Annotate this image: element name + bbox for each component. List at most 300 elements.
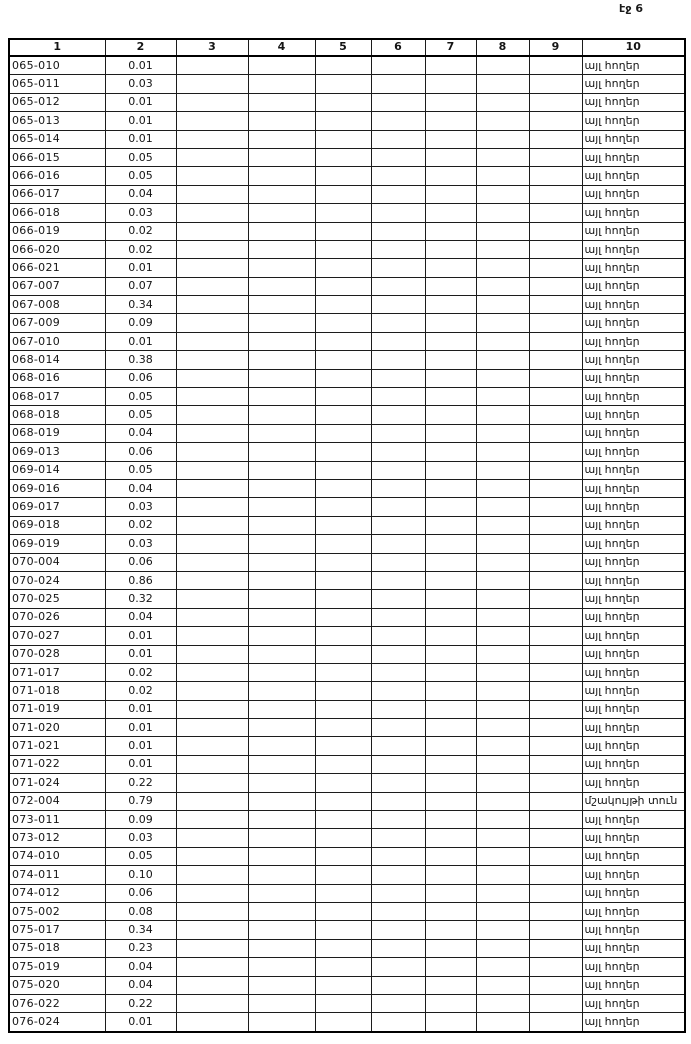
page-number-label: էջ 6	[619, 2, 643, 15]
empty-cell	[371, 93, 425, 111]
empty-cell	[315, 755, 371, 773]
empty-cell	[425, 535, 476, 553]
empty-cell	[371, 406, 425, 424]
table-row	[9, 866, 685, 884]
empty-cell	[315, 571, 371, 589]
parcel-code-cell: 065-010	[9, 56, 105, 75]
empty-cell	[315, 93, 371, 111]
empty-cell	[476, 479, 529, 497]
table-row	[9, 884, 685, 902]
empty-cell	[425, 498, 476, 516]
area-value-cell: 0.38	[105, 351, 176, 369]
empty-cell	[176, 737, 248, 755]
empty-cell	[248, 56, 315, 75]
land-type-cell: այլ հողեր	[582, 93, 685, 111]
parcel-code-cell: 068-014	[9, 351, 105, 369]
empty-cell	[176, 608, 248, 626]
empty-cell	[315, 645, 371, 663]
empty-cell	[476, 571, 529, 589]
parcel-code-cell: 065-013	[9, 112, 105, 130]
empty-cell	[371, 627, 425, 645]
table-row	[9, 259, 685, 277]
empty-cell	[315, 443, 371, 461]
empty-cell	[315, 535, 371, 553]
empty-cell	[476, 112, 529, 130]
empty-cell	[476, 590, 529, 608]
empty-cell	[425, 958, 476, 976]
land-type-cell: այլ հողեր	[582, 866, 685, 884]
area-value-cell: 0.08	[105, 902, 176, 920]
table-row	[9, 958, 685, 976]
empty-cell	[176, 700, 248, 718]
parcel-code-cell: 075-018	[9, 939, 105, 957]
empty-cell	[176, 388, 248, 406]
land-type-cell: այլ հողեր	[582, 204, 685, 222]
empty-cell	[425, 424, 476, 442]
empty-cell	[315, 498, 371, 516]
empty-cell	[248, 185, 315, 203]
empty-cell	[248, 645, 315, 663]
empty-cell	[371, 498, 425, 516]
parcel-code-cell: 069-013	[9, 443, 105, 461]
empty-cell	[176, 148, 248, 166]
empty-cell	[315, 1013, 371, 1032]
column-header-1: 1	[9, 39, 105, 56]
table-row	[9, 167, 685, 185]
empty-cell	[425, 645, 476, 663]
area-value-cell: 0.06	[105, 443, 176, 461]
area-value-cell: 0.05	[105, 148, 176, 166]
land-type-cell: այլ հողեր	[582, 222, 685, 240]
empty-cell	[371, 608, 425, 626]
empty-cell	[476, 792, 529, 810]
empty-cell	[476, 994, 529, 1012]
empty-cell	[371, 516, 425, 534]
empty-cell	[529, 590, 582, 608]
empty-cell	[371, 56, 425, 75]
parcel-code-cell: 066-018	[9, 204, 105, 222]
empty-cell	[476, 498, 529, 516]
area-value-cell: 0.03	[105, 204, 176, 222]
area-value-cell: 0.22	[105, 994, 176, 1012]
empty-cell	[371, 148, 425, 166]
empty-cell	[248, 608, 315, 626]
empty-cell	[529, 719, 582, 737]
empty-cell	[529, 148, 582, 166]
empty-cell	[529, 277, 582, 295]
empty-cell	[476, 663, 529, 681]
parcel-code-cell: 072-004	[9, 792, 105, 810]
empty-cell	[315, 479, 371, 497]
empty-cell	[315, 130, 371, 148]
table-row	[9, 296, 685, 314]
empty-cell	[425, 774, 476, 792]
parcel-code-cell: 066-017	[9, 185, 105, 203]
empty-cell	[176, 406, 248, 424]
empty-cell	[248, 902, 315, 920]
column-header-2: 2	[105, 39, 176, 56]
column-header-5: 5	[315, 39, 371, 56]
empty-cell	[476, 866, 529, 884]
empty-cell	[315, 866, 371, 884]
empty-cell	[425, 185, 476, 203]
parcel-code-cell: 065-014	[9, 130, 105, 148]
empty-cell	[529, 939, 582, 957]
empty-cell	[248, 847, 315, 865]
empty-cell	[371, 682, 425, 700]
parcel-code-cell: 071-021	[9, 737, 105, 755]
empty-cell	[315, 811, 371, 829]
empty-cell	[529, 369, 582, 387]
parcel-code-cell: 070-026	[9, 608, 105, 626]
table-row	[9, 645, 685, 663]
empty-cell	[176, 75, 248, 93]
empty-cell	[315, 314, 371, 332]
empty-cell	[371, 332, 425, 350]
empty-cell	[425, 112, 476, 130]
column-header-10: 10	[582, 39, 685, 56]
empty-cell	[248, 112, 315, 130]
area-value-cell: 0.03	[105, 535, 176, 553]
empty-cell	[371, 461, 425, 479]
empty-cell	[425, 921, 476, 939]
table-row	[9, 148, 685, 166]
empty-cell	[476, 682, 529, 700]
parcel-code-cell: 069-018	[9, 516, 105, 534]
empty-cell	[371, 755, 425, 773]
empty-cell	[176, 829, 248, 847]
area-value-cell: 0.32	[105, 590, 176, 608]
land-type-cell: այլ հողեր	[582, 75, 685, 93]
empty-cell	[176, 553, 248, 571]
empty-cell	[476, 902, 529, 920]
empty-cell	[371, 958, 425, 976]
empty-cell	[425, 277, 476, 295]
empty-cell	[425, 866, 476, 884]
empty-cell	[315, 296, 371, 314]
table-row	[9, 571, 685, 589]
area-value-cell: 0.09	[105, 811, 176, 829]
area-value-cell: 0.34	[105, 296, 176, 314]
empty-cell	[476, 130, 529, 148]
parcel-code-cell: 068-018	[9, 406, 105, 424]
empty-cell	[529, 406, 582, 424]
empty-cell	[476, 627, 529, 645]
empty-cell	[248, 811, 315, 829]
empty-cell	[425, 130, 476, 148]
empty-cell	[248, 994, 315, 1012]
column-header-7: 7	[425, 39, 476, 56]
empty-cell	[315, 388, 371, 406]
empty-cell	[315, 829, 371, 847]
empty-cell	[371, 553, 425, 571]
empty-cell	[248, 958, 315, 976]
empty-cell	[248, 884, 315, 902]
empty-cell	[371, 222, 425, 240]
land-type-cell: այլ հողեր	[582, 663, 685, 681]
area-value-cell: 0.06	[105, 369, 176, 387]
table-row	[9, 222, 685, 240]
area-value-cell: 0.01	[105, 332, 176, 350]
parcel-code-cell: 068-017	[9, 388, 105, 406]
empty-cell	[248, 719, 315, 737]
empty-cell	[371, 829, 425, 847]
empty-cell	[371, 811, 425, 829]
parcel-code-cell: 067-008	[9, 296, 105, 314]
column-header-4: 4	[248, 39, 315, 56]
empty-cell	[476, 204, 529, 222]
empty-cell	[248, 755, 315, 773]
empty-cell	[176, 627, 248, 645]
table-row	[9, 443, 685, 461]
parcel-code-cell: 071-017	[9, 663, 105, 681]
land-type-cell: այլ հողեր	[582, 240, 685, 258]
table-row	[9, 479, 685, 497]
empty-cell	[248, 627, 315, 645]
empty-cell	[476, 332, 529, 350]
empty-cell	[476, 314, 529, 332]
column-header-9: 9	[529, 39, 582, 56]
parcel-code-cell: 074-012	[9, 884, 105, 902]
area-value-cell: 0.02	[105, 240, 176, 258]
empty-cell	[176, 847, 248, 865]
empty-cell	[425, 388, 476, 406]
empty-cell	[529, 351, 582, 369]
land-type-cell: այլ հողեր	[582, 443, 685, 461]
empty-cell	[315, 994, 371, 1012]
empty-cell	[248, 866, 315, 884]
table-row	[9, 185, 685, 203]
empty-cell	[529, 479, 582, 497]
area-value-cell: 0.01	[105, 755, 176, 773]
land-type-cell: այլ հողեր	[582, 259, 685, 277]
empty-cell	[476, 296, 529, 314]
area-value-cell: 0.01	[105, 56, 176, 75]
empty-cell	[529, 204, 582, 222]
empty-cell	[529, 663, 582, 681]
table-row	[9, 902, 685, 920]
empty-cell	[425, 259, 476, 277]
land-type-cell: այլ հողեր	[582, 535, 685, 553]
empty-cell	[176, 479, 248, 497]
empty-cell	[425, 571, 476, 589]
empty-cell	[529, 424, 582, 442]
land-type-cell: այլ հողեր	[582, 939, 685, 957]
land-type-cell: այլ հողեր	[582, 388, 685, 406]
empty-cell	[248, 406, 315, 424]
table-row	[9, 75, 685, 93]
table-row	[9, 112, 685, 130]
table-row	[9, 590, 685, 608]
empty-cell	[476, 388, 529, 406]
empty-cell	[371, 939, 425, 957]
empty-cell	[529, 130, 582, 148]
empty-cell	[176, 866, 248, 884]
table-row	[9, 424, 685, 442]
land-type-cell: այլ հողեր	[582, 296, 685, 314]
table-row	[9, 737, 685, 755]
empty-cell	[476, 553, 529, 571]
land-type-cell: այլ հողեր	[582, 847, 685, 865]
empty-cell	[476, 774, 529, 792]
empty-cell	[176, 590, 248, 608]
empty-cell	[529, 627, 582, 645]
empty-cell	[371, 130, 425, 148]
area-value-cell: 0.07	[105, 277, 176, 295]
empty-cell	[176, 498, 248, 516]
area-value-cell: 0.05	[105, 461, 176, 479]
empty-cell	[176, 277, 248, 295]
land-type-cell: այլ հողեր	[582, 719, 685, 737]
empty-cell	[248, 663, 315, 681]
empty-cell	[476, 75, 529, 93]
empty-cell	[315, 112, 371, 130]
empty-cell	[176, 222, 248, 240]
empty-cell	[315, 884, 371, 902]
empty-cell	[248, 535, 315, 553]
empty-cell	[248, 774, 315, 792]
empty-cell	[529, 332, 582, 350]
empty-cell	[476, 700, 529, 718]
empty-cell	[371, 994, 425, 1012]
land-type-cell: այլ հողեր	[582, 424, 685, 442]
empty-cell	[248, 277, 315, 295]
empty-cell	[425, 369, 476, 387]
empty-cell	[315, 553, 371, 571]
empty-cell	[176, 535, 248, 553]
table-row	[9, 406, 685, 424]
land-type-cell: այլ հողեր	[582, 479, 685, 497]
land-type-cell: այլ հողեր	[582, 700, 685, 718]
empty-cell	[315, 240, 371, 258]
empty-cell	[425, 479, 476, 497]
parcel-code-cell: 074-010	[9, 847, 105, 865]
area-value-cell: 0.01	[105, 719, 176, 737]
land-type-cell: այլ հողեր	[582, 976, 685, 994]
empty-cell	[315, 792, 371, 810]
parcel-code-cell: 074-011	[9, 866, 105, 884]
empty-cell	[529, 516, 582, 534]
empty-cell	[476, 847, 529, 865]
empty-cell	[248, 424, 315, 442]
empty-cell	[248, 443, 315, 461]
empty-cell	[529, 571, 582, 589]
empty-cell	[248, 590, 315, 608]
empty-cell	[248, 75, 315, 93]
empty-cell	[315, 627, 371, 645]
table-row	[9, 369, 685, 387]
empty-cell	[425, 148, 476, 166]
empty-cell	[425, 847, 476, 865]
empty-cell	[425, 829, 476, 847]
empty-cell	[425, 590, 476, 608]
parcel-code-cell: 071-024	[9, 774, 105, 792]
area-value-cell: 0.86	[105, 571, 176, 589]
empty-cell	[529, 792, 582, 810]
empty-cell	[315, 902, 371, 920]
empty-cell	[476, 608, 529, 626]
empty-cell	[176, 204, 248, 222]
empty-cell	[315, 351, 371, 369]
empty-cell	[315, 700, 371, 718]
parcel-code-cell: 069-016	[9, 479, 105, 497]
land-type-cell: այլ հողեր	[582, 148, 685, 166]
empty-cell	[176, 755, 248, 773]
empty-cell	[248, 1013, 315, 1032]
empty-cell	[371, 259, 425, 277]
empty-cell	[476, 222, 529, 240]
land-type-cell: այլ հողեր	[582, 461, 685, 479]
parcel-code-cell: 065-011	[9, 75, 105, 93]
empty-cell	[315, 167, 371, 185]
empty-cell	[371, 314, 425, 332]
area-value-cell: 0.01	[105, 627, 176, 645]
parcel-code-cell: 069-014	[9, 461, 105, 479]
area-value-cell: 0.05	[105, 847, 176, 865]
empty-cell	[476, 645, 529, 663]
land-type-cell: այլ հողեր	[582, 755, 685, 773]
empty-cell	[476, 93, 529, 111]
empty-cell	[529, 811, 582, 829]
empty-cell	[529, 314, 582, 332]
empty-cell	[476, 424, 529, 442]
empty-cell	[529, 296, 582, 314]
empty-cell	[425, 663, 476, 681]
table-header-row	[9, 39, 685, 56]
empty-cell	[176, 130, 248, 148]
empty-cell	[176, 682, 248, 700]
empty-cell	[529, 75, 582, 93]
table-row	[9, 351, 685, 369]
empty-cell	[315, 921, 371, 939]
table-row	[9, 56, 685, 75]
empty-cell	[248, 259, 315, 277]
empty-cell	[248, 921, 315, 939]
parcel-code-cell: 066-020	[9, 240, 105, 258]
land-type-cell: այլ հողեր	[582, 351, 685, 369]
land-type-cell: մշակույթի տուն	[582, 792, 685, 810]
empty-cell	[315, 424, 371, 442]
table-row	[9, 994, 685, 1012]
land-type-cell: այլ հողեր	[582, 516, 685, 534]
empty-cell	[529, 553, 582, 571]
land-type-cell: այլ հողեր	[582, 645, 685, 663]
empty-cell	[371, 645, 425, 663]
empty-cell	[248, 369, 315, 387]
empty-cell	[425, 627, 476, 645]
empty-cell	[315, 939, 371, 957]
table-row	[9, 829, 685, 847]
empty-cell	[529, 700, 582, 718]
empty-cell	[529, 737, 582, 755]
land-type-cell: այլ հողեր	[582, 167, 685, 185]
empty-cell	[425, 755, 476, 773]
land-type-cell: այլ հողեր	[582, 682, 685, 700]
parcel-code-cell: 075-002	[9, 902, 105, 920]
column-header-6: 6	[371, 39, 425, 56]
area-value-cell: 0.06	[105, 553, 176, 571]
empty-cell	[476, 369, 529, 387]
empty-cell	[529, 921, 582, 939]
empty-cell	[371, 277, 425, 295]
table-row	[9, 682, 685, 700]
empty-cell	[529, 774, 582, 792]
empty-cell	[248, 700, 315, 718]
empty-cell	[371, 902, 425, 920]
empty-cell	[425, 93, 476, 111]
empty-cell	[315, 406, 371, 424]
empty-cell	[476, 56, 529, 75]
